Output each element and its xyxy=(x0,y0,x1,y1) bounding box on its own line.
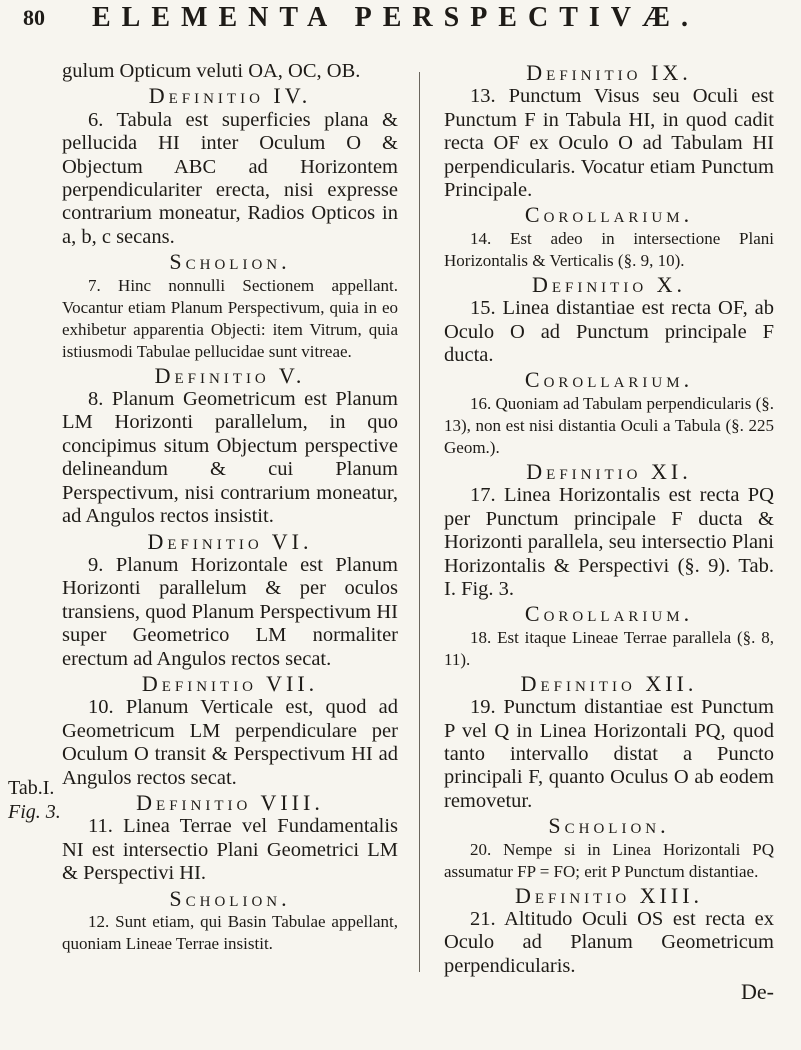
scholion-paragraph: 16. Quoniam ad Tabulam perpendicularis (§. 13), non est nisi distantia Oculi a Tabula (§. 225 Geom.). xyxy=(444,393,774,457)
definition-paragraph: 17. Linea Horizontalis est recta PQ per Punctum principale F ducta & Horizonti parallela, seu intersectio Plani Horizontalis & Perspectivi (§. 9). Tab. I. Fig. 3. xyxy=(444,484,774,600)
definition-paragraph: 11. Linea Terrae vel Fundamentalis NI est intersectio Plani Geometrici LM & Perspectivi HI. xyxy=(62,815,398,885)
definition-paragraph: 8. Planum Geometricum est Planum LM Horizonti parallelum, in quo concipimus situm Objectum perspective delineandum & cui Planum Perspectivum, nisi contrarium moneatur, ad Angulos rectos insistit. xyxy=(62,388,398,528)
section-heading: Definitio XIII. xyxy=(514,882,704,908)
definition-paragraph: 15. Linea distantiae est recta OF, ab Oculo O ad Punctum principale F ducta. xyxy=(444,297,774,367)
section-heading: Definitio IX. xyxy=(526,60,692,85)
catchword: De- xyxy=(741,979,774,1005)
scholion-paragraph: 18. Est itaque Lineae Terrae parallela (§. 8, 11). xyxy=(444,627,774,669)
page-number: 80 xyxy=(23,5,45,30)
definition-paragraph: 21. Altitudo Oculi OS est recta ex Oculo ad Planum Geometricum perpendicularis. xyxy=(444,907,774,977)
section-heading: Corollarium. xyxy=(524,601,694,627)
section-heading: Definitio VI. xyxy=(147,528,313,554)
section-heading: Definitio VII. xyxy=(141,670,319,696)
definition-paragraph: 9. Planum Horizontale est Planum Horizonti parallelum & per oculos transiens, quod Planum Perspectivum HI super Geometrico LM normaliter erectum ad Angulos rectos secat. xyxy=(62,553,398,670)
section-heading: Definitio XII. xyxy=(520,670,698,696)
page-header xyxy=(0,0,801,40)
running-title: ELEMENTA PERSPECTIVÆ. xyxy=(92,2,699,33)
section-heading: Scholion. xyxy=(169,885,291,911)
section-heading: Corollarium. xyxy=(524,202,694,228)
definition-paragraph: gulum Opticum veluti OA, OC, OB. xyxy=(62,60,361,82)
section-heading: Definitio VIII. xyxy=(136,789,324,815)
margin-tab-reference: Tab.I. xyxy=(8,777,55,799)
definition-paragraph: 10. Planum Verticale est, quod ad Geometricum LM perpendiculare per Oculum O transit & Perspectivum HI ad Angulos rectos secat. xyxy=(62,696,398,789)
section-heading: Scholion. xyxy=(548,813,670,839)
definition-paragraph: 13. Punctum Visus seu Oculi est Punctum F in Tabula HI, in quod cadit recta OF ex Oculo O ad Tabulam HI perpendicularis. Vocatur etiam Punctum Principale. xyxy=(444,85,774,202)
definition-paragraph: 6. Tabula est superficies plana & pellucida HI inter Oculum O & Objectum ABC ad Horizontem perpendiculariter erecta, nisi expresse contrarium moneatur, Radios Opticos in a, b, c secans. xyxy=(62,108,398,248)
section-heading: Definitio IV. xyxy=(148,83,312,109)
column-divider xyxy=(419,72,420,972)
section-heading: Definitio X. xyxy=(531,271,687,297)
margin-fig-reference: Fig. 3. xyxy=(8,801,61,823)
scholion-paragraph: 20. Nempe si in Linea Horizontali PQ assumatur FP = FO; erit P Punctum distantiae. xyxy=(444,839,774,881)
scholion-paragraph: 12. Sunt etiam, qui Basin Tabulae appellant, quoniam Lineae Terrae insistit. xyxy=(62,912,398,953)
section-heading: Corollarium. xyxy=(524,367,694,393)
section-heading: Definitio V. xyxy=(154,362,306,388)
scholion-paragraph: 14. Est adeo in intersectione Plani Horizontalis & Verticalis (§. 9, 10). xyxy=(444,228,774,270)
section-heading: Scholion. xyxy=(169,249,291,275)
section-heading: Definitio XI. xyxy=(526,458,692,484)
right-column xyxy=(444,60,774,1004)
scholion-paragraph: 7. Hinc nonnulli Sectionem appellant. Vocantur etiam Planum Perspectivum, quia in eo exhibetur apparentia Objecti: item Vitrum, quia istiusmodi Tabulae pellucidae sunt vitreae. xyxy=(62,275,398,361)
definition-paragraph: 19. Punctum distantiae est Punctum P vel Q in Linea Horizontali PQ, quod tanto intervallo distat a Puncto principali F, quanto Oculus O ab eodem removetur. xyxy=(444,696,774,812)
left-column xyxy=(62,60,398,955)
